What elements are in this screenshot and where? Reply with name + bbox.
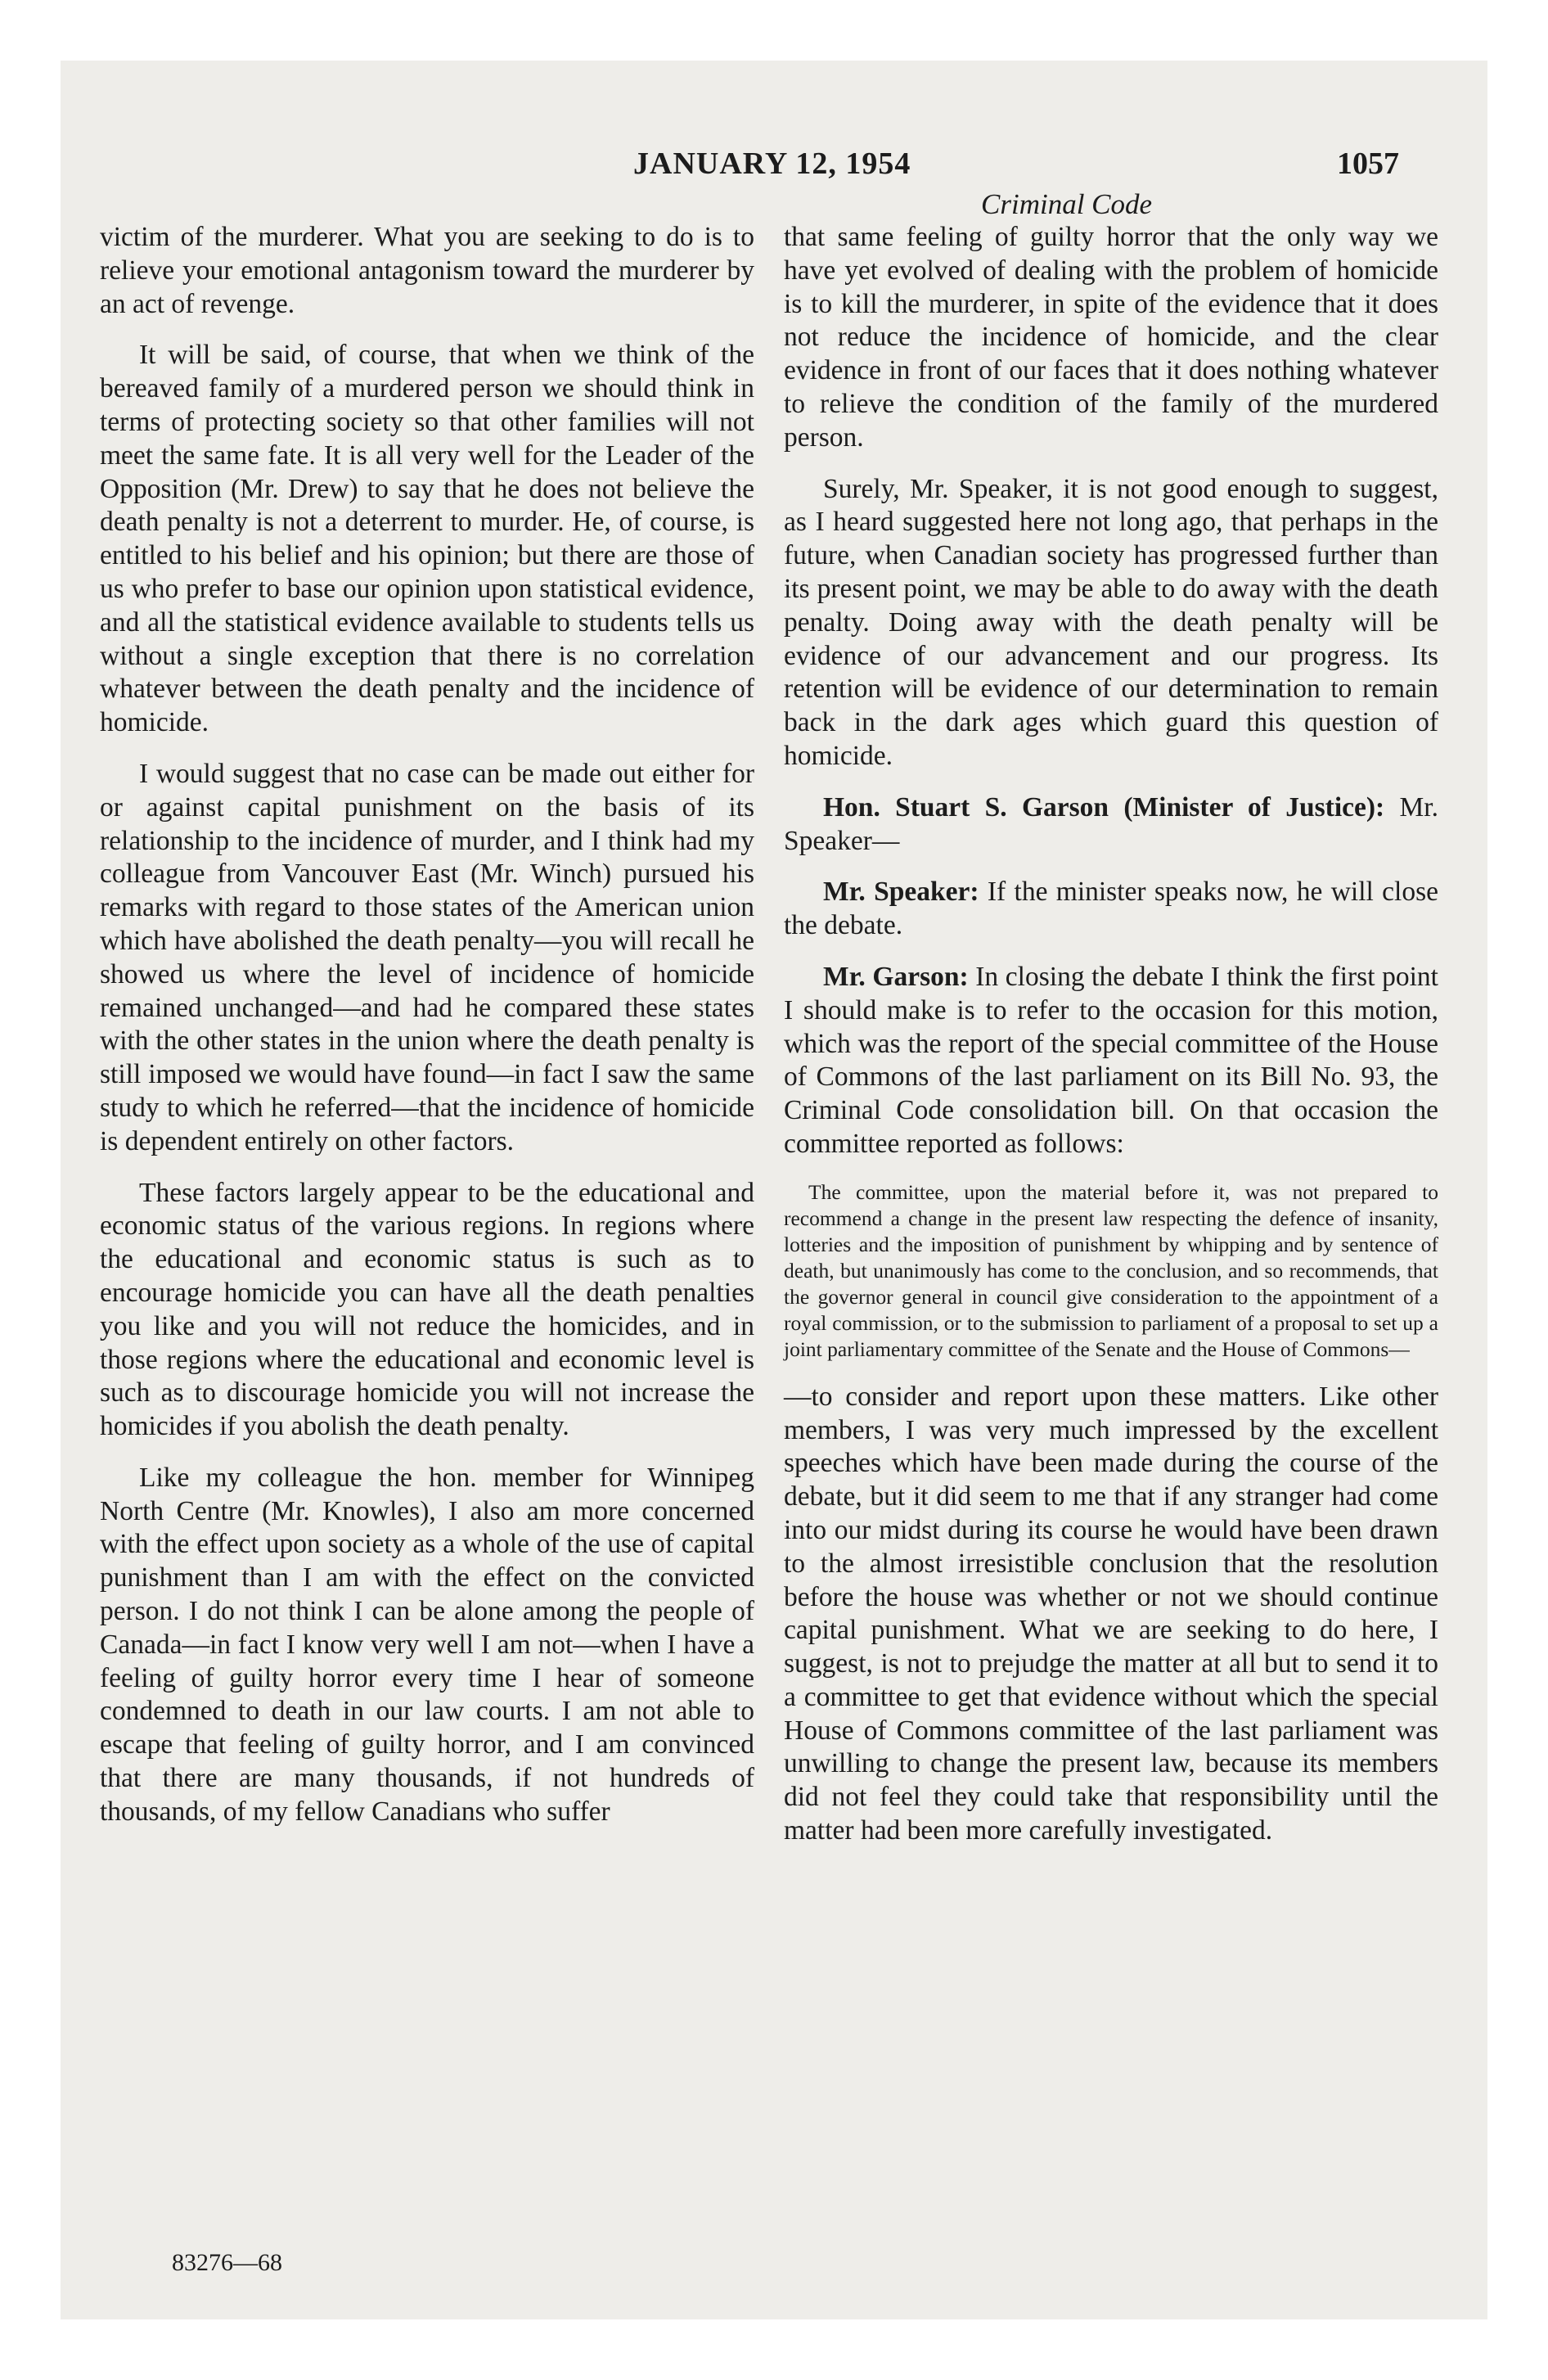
speech-text: Mr. Speaker—	[784, 791, 1438, 856]
speech-speaker	[784, 876, 1438, 943]
paragraph: It will be said, of course, that when we think of the bereaved family of a murdered person we should think in terms of protecting society so that other families will not meet the same fate. It is all very well for the Leader of the Opposition (Mr. Drew) to say that he does not believe the death penalty is not a deterrent to murder. He, of course, is entitled to his belief and his opinion; but there are those of us who prefer to base our opinion upon statistical evidence, and all the statistical evidence available to students tells us without a single exception that there is no correlation whatever between the death penalty and the incidence of homicide.	[100, 340, 754, 738]
document-page	[61, 61, 1487, 2319]
speech-garson	[784, 961, 1438, 1161]
committee-report-quote: The committee, upon the material before it, was not prepared to recommend a change in the present law respecting the defence of insanity, lotteries and the imposition of punishment by whipping and by sentence of death, but unanimously has come to the conclusion, and so recommends, that the governor general in council give consideration to the appointment of a royal commission, or to the submission to parliament of a proposal to set up a joint parliamentary committee of the Senate and the House of Commons—	[784, 1179, 1438, 1361]
paragraph: victim of the murderer. What you are seeking to do is to relieve your emotional antagonism toward the murderer by an act of revenge.	[100, 222, 754, 319]
paragraph: Surely, Mr. Speaker, it is not good enough to suggest, as I heard suggested here not long ago, that perhaps in the future, when Canadian society has progressed further than its present point, we may be able to do away with the death penalty. Doing away with the death penalty will be evidence of our advancement and our progress. Its retention will be evidence of our determination to remain back in the dark ages which guard this question of homicide.	[784, 473, 1438, 771]
speech-garson-intro	[784, 791, 1438, 859]
speech-text: If the minister speaks now, he will close the debate.	[784, 877, 1438, 941]
speaker-name: Hon. Stuart S. Garson (Minister of Justice):	[823, 791, 1385, 823]
speaker-name: Mr. Garson:	[823, 961, 969, 992]
paragraph: I would suggest that no case can be made out either for or against capital punishment on the basis of its relationship to the incidence of murder, and I think had my colleague from Vancouver East (Mr. Winch) pursued his remarks with regard to those states of the American union which have abolished the death penalty—you will recall he showed us where the level of incidence of homicide remained unchanged—and had he compared these states with the other states in the union where the death penalty is still imposed we would have found—in fact I saw the same study to which he referred—that the incidence of homicide is dependent entirely on other factors.	[100, 758, 754, 1156]
paragraph: —to consider and report upon these matters. Like other members, I was very much impressed by the excellent speeches which have been made during the course of the debate, but it did seem to me that if any stranger had come into our midst during its course he would have been drawn to the almost irresistible conclusion that the resolution before the house was whether or not we should continue capital punishment. What we are seeking to do here, I suggest, is not to prejudge the matter at all but to send it to a committee to get that evidence without which the special House of Commons committee of the last parliament was unwilling to change the present law, because its members did not feel they could take that responsibility until the matter had been more carefully investigated.	[784, 1381, 1438, 1846]
speech-text: In closing the debate I think the first point I should make is to refer to the occasion for this motion, which was the report of the special committee of the House of Commons of the last parliament on its Bill No. 93, the Criminal Code consolidation bill. On that occasion the committee reported as follows:	[784, 961, 1438, 1159]
paragraph: Like my colleague the hon. member for Winnipeg North Centre (Mr. Knowles), I also am more concerned with the effect upon society as a whole of the use of capital punishment than I am with the effect on the convicted person. I do not think I can be alone among the people of Canada—in fact I know very well I am not—when I have a feeling of guilty horror every time I hear of someone condemned to death in our law courts. I am not able to escape that feeling of guilty horror, and I am convinced that there are many thousands, if not hundreds of thousands, of my fellow Canadians who suffer	[100, 1462, 754, 1827]
paragraph: These factors largely appear to be the educational and economic status of the various regions. In regions where the educational and economic status is such as to encourage homicide you can have all the death penalties you like and you will not reduce the homicides, and in those regions where the educational and economic level is such as to discourage homicide you will not increase the homicides if you abolish the death penalty.	[100, 1177, 754, 1442]
page-number: 1057	[1337, 146, 1399, 181]
page-header	[61, 146, 1487, 187]
section-subject: Criminal Code	[981, 188, 1153, 220]
right-column	[784, 221, 1438, 1866]
printer-code: 83276—68	[172, 2249, 282, 2276]
left-column	[100, 221, 754, 1847]
speaker-name: Mr. Speaker:	[823, 877, 979, 908]
paragraph: that same feeling of guilty horror that the only way we have yet evolved of dealing with the problem of homicide is to kill the murderer, in spite of the evidence that it does not reduce the incidence of homicide, and the clear evidence in front of our faces that it does nothing whatever to relieve the condition of the family of the murdered person.	[784, 222, 1438, 453]
page-date: JANUARY 12, 1954	[633, 146, 911, 181]
